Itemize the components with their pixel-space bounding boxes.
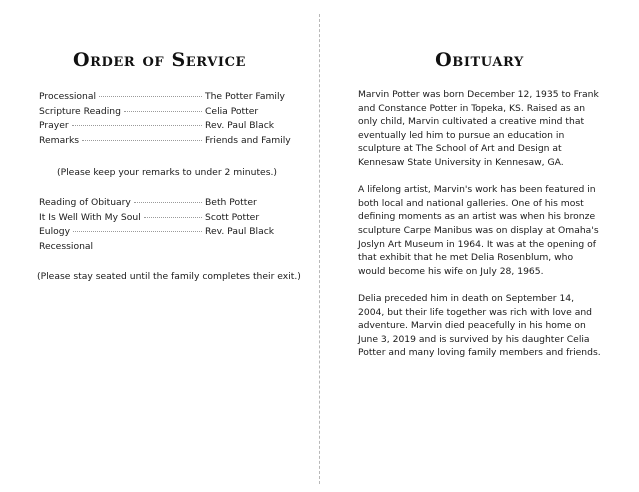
program-list-main <box>39 90 289 148</box>
program-list-closing <box>39 196 289 254</box>
obituary-text <box>358 88 602 373</box>
program-item-participant: Rev. Paul Black <box>205 226 275 237</box>
obituary-title: Obituary <box>435 49 524 71</box>
program-item-label: Reading of Obituary <box>39 197 131 208</box>
dotted-leader <box>82 140 202 141</box>
dotted-leader <box>134 202 202 203</box>
dotted-leader <box>72 125 202 126</box>
program-item-participant: Celia Potter <box>205 105 259 117</box>
program-item-label: Eulogy <box>39 226 71 237</box>
program-item <box>39 134 289 149</box>
program-item-label: Processional <box>39 91 97 102</box>
program-item-participant: Rev. Paul Black <box>205 120 275 131</box>
program-item-label: It Is Well With My Soul <box>39 211 141 223</box>
program-item-label: Remarks <box>39 134 80 146</box>
obituary-paragraph: Marvin Potter was born December 12, 1935 to Frank and Constance Potter in Topeka, KS. Raised as an only child, Marvin cultivated a creative mind that eventually led him to pursue an education in sculpture at The School of Art and Design at Kennesaw State University in Kennesaw, GA. <box>358 89 599 168</box>
program-item <box>39 196 289 211</box>
dotted-leader <box>99 96 202 97</box>
program-item <box>39 225 289 240</box>
program-item <box>39 105 289 120</box>
remarks-note: (Please keep your remarks to under 2 minutes.) <box>57 167 277 178</box>
program-item <box>39 119 289 134</box>
obituary-paragraph: A lifelong artist, Marvin's work has been featured in both local and national galleries. One of his most defining moments as an artist was when his bronze sculpture Carpe Manibus was on display at Omaha's Joslyn Art Museum in 1964. It was at the opening of that exhibit that he met Delia Rosenblum, who would become his wife on July 28, 1965. <box>358 184 599 277</box>
order-of-service-page <box>0 0 319 492</box>
obituary-paragraph: Delia preceded him in death on September 14, 2004, but their life together was rich with love and adventure. Marvin died peacefully in his home on June 3, 2019 and is survived by his daughter Celia Potter and many loving family members and friends. <box>358 292 601 359</box>
order-of-service-title: Order of Service <box>72 49 247 71</box>
obituary-page <box>320 0 639 492</box>
program-item-participant: Friends and Family <box>205 134 291 146</box>
dotted-leader <box>124 111 202 112</box>
closing-note: (Please stay seated until the family completes their exit.) <box>37 271 301 282</box>
program-item-label: Scripture Reading <box>39 105 121 117</box>
program-item-label: Prayer <box>39 120 69 131</box>
program-item <box>39 240 289 255</box>
program-item <box>39 211 289 226</box>
dotted-leader <box>73 231 202 232</box>
program-item <box>39 90 289 105</box>
program-item-participant: Beth Potter <box>205 197 257 208</box>
program-item-participant: The Potter Family <box>205 91 285 102</box>
program-item-participant: Scott Potter <box>205 211 260 223</box>
program-item-label: Recessional <box>39 240 94 252</box>
dotted-leader <box>144 217 202 218</box>
